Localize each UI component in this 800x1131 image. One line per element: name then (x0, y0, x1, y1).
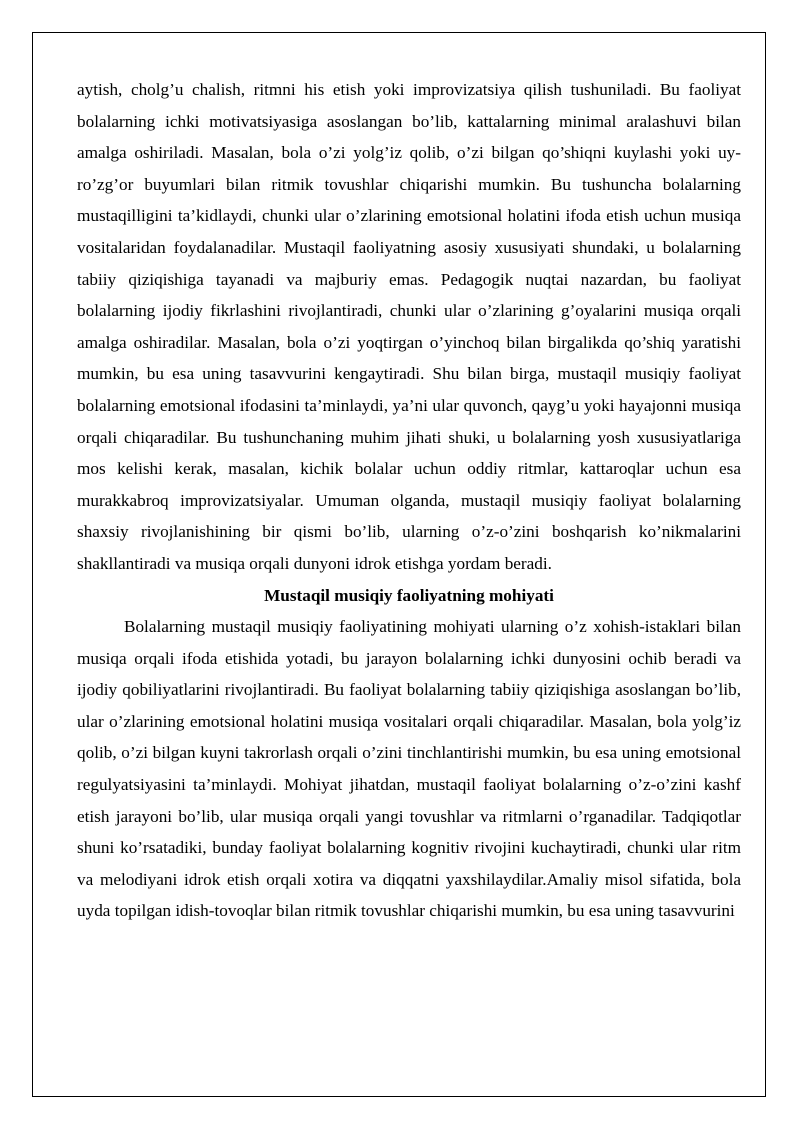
body-paragraph: aytish, cholg’u chalish, ritmni his etish yoki improvizatsiya qilish tushuniladi. Bu faoliyat bolalarning ichki motivatsiyasiga asoslangan bo’lib, kattalarning minimal aralashuvi bilan amalga oshiriladi. Masalan, bola o’zi yolg’iz qolib, o’zi bilgan qo’shiqni kuylashi yoki uy-ro’zg’or buyumlari bilan ritmik tovushlar chiqarishi mumkin. Bu tushuncha bolalarning mustaqilligini ta’kidlaydi, chunki ular o’zlarining emotsional holatini ifoda etish uchun musiqa vositalaridan foydalanadilar. Mustaqil faoliyatning asosiy xususiyati shundaki, u bolalarning tabiiy qiziqishiga tayanadi va majburiy emas. Pedagogik nuqtai nazardan, bu faoliyat bolalarning ijodiy fikrlashini rivojlantiradi, chunki ular o’zlarining g’oyalarini musiqa orqali amalga oshiradilar. Masalan, bola o’zi yoqtirgan o’yinchoq bilan birgalikda qo’shiq yaratishi mumkin, bu esa uning tasavvurini kengaytiradi. Shu bilan birga, mustaqil musiqiy faoliyat bolalarning emotsional ifodasini ta’minlaydi, ya’ni ular quvonch, qayg’u yoki hayajonni musiqa orqali chiqaradilar. Bu tushunchaning muhim jihati shuki, u bolalarning yosh xususiyatlariga mos kelishi kerak, masalan, kichik bolalar uchun oddiy ritmlar, kattaroqlar uchun esa murakkabroq improvizatsiyalar. Umuman olganda, mustaqil musiqiy faoliyat bolalarning shaxsiy rivojlanishining bir qismi bo’lib, ularning o’z-o’zini boshqarish ko’nikmalarini shakllantiradi va musiqa orqali dunyoni idrok etishga yordam beradi. (77, 80, 741, 573)
document-body (77, 74, 741, 927)
section-heading: Mustaqil musiqiy faoliyatning mohiyati (264, 585, 554, 605)
body-paragraph: Bolalarning mustaqil musiqiy faoliyatining mohiyati ularning o’z xohish-istaklari bilan musiqa orqali ifoda etishida yotadi, bu jarayon bolalarning ichki dunyosini ochib beradi va ijodiy qobiliyatlarini rivojlantiradi. Bu faoliyat bolalarning tabiiy qiziqishiga asoslangan bo’lib, ular o’zlarining emotsional holatini musiqa vositalari orqali chiqaradilar. Masalan, bola yolg’iz qolib, o’zi bilgan kuyni takrorlash orqali o’zini tinchlantirishi mumkin, bu esa uning emotsional regulyatsiyasini ta’minlaydi. Mohiyat jihatdan, mustaqil faoliyat bolalarning o’z-o’zini kashf etish jarayoni bo’lib, ular musiqa orqali yangi tovushlar va ritmlarni o’rganadilar. Tadqiqotlar shuni ko’rsatadiki, bunday faoliyat bolalarning kognitiv rivojini kuchaytiradi, chunki ular ritm va melodiyani idrok etish orqali xotira va diqqatni yaxshilaydilar.Amaliy misol sifatida, bola uyda topilgan idish-tovoqlar bilan ritmik tovushlar chiqarishi mumkin, bu esa uning tasavvurini (77, 617, 741, 921)
